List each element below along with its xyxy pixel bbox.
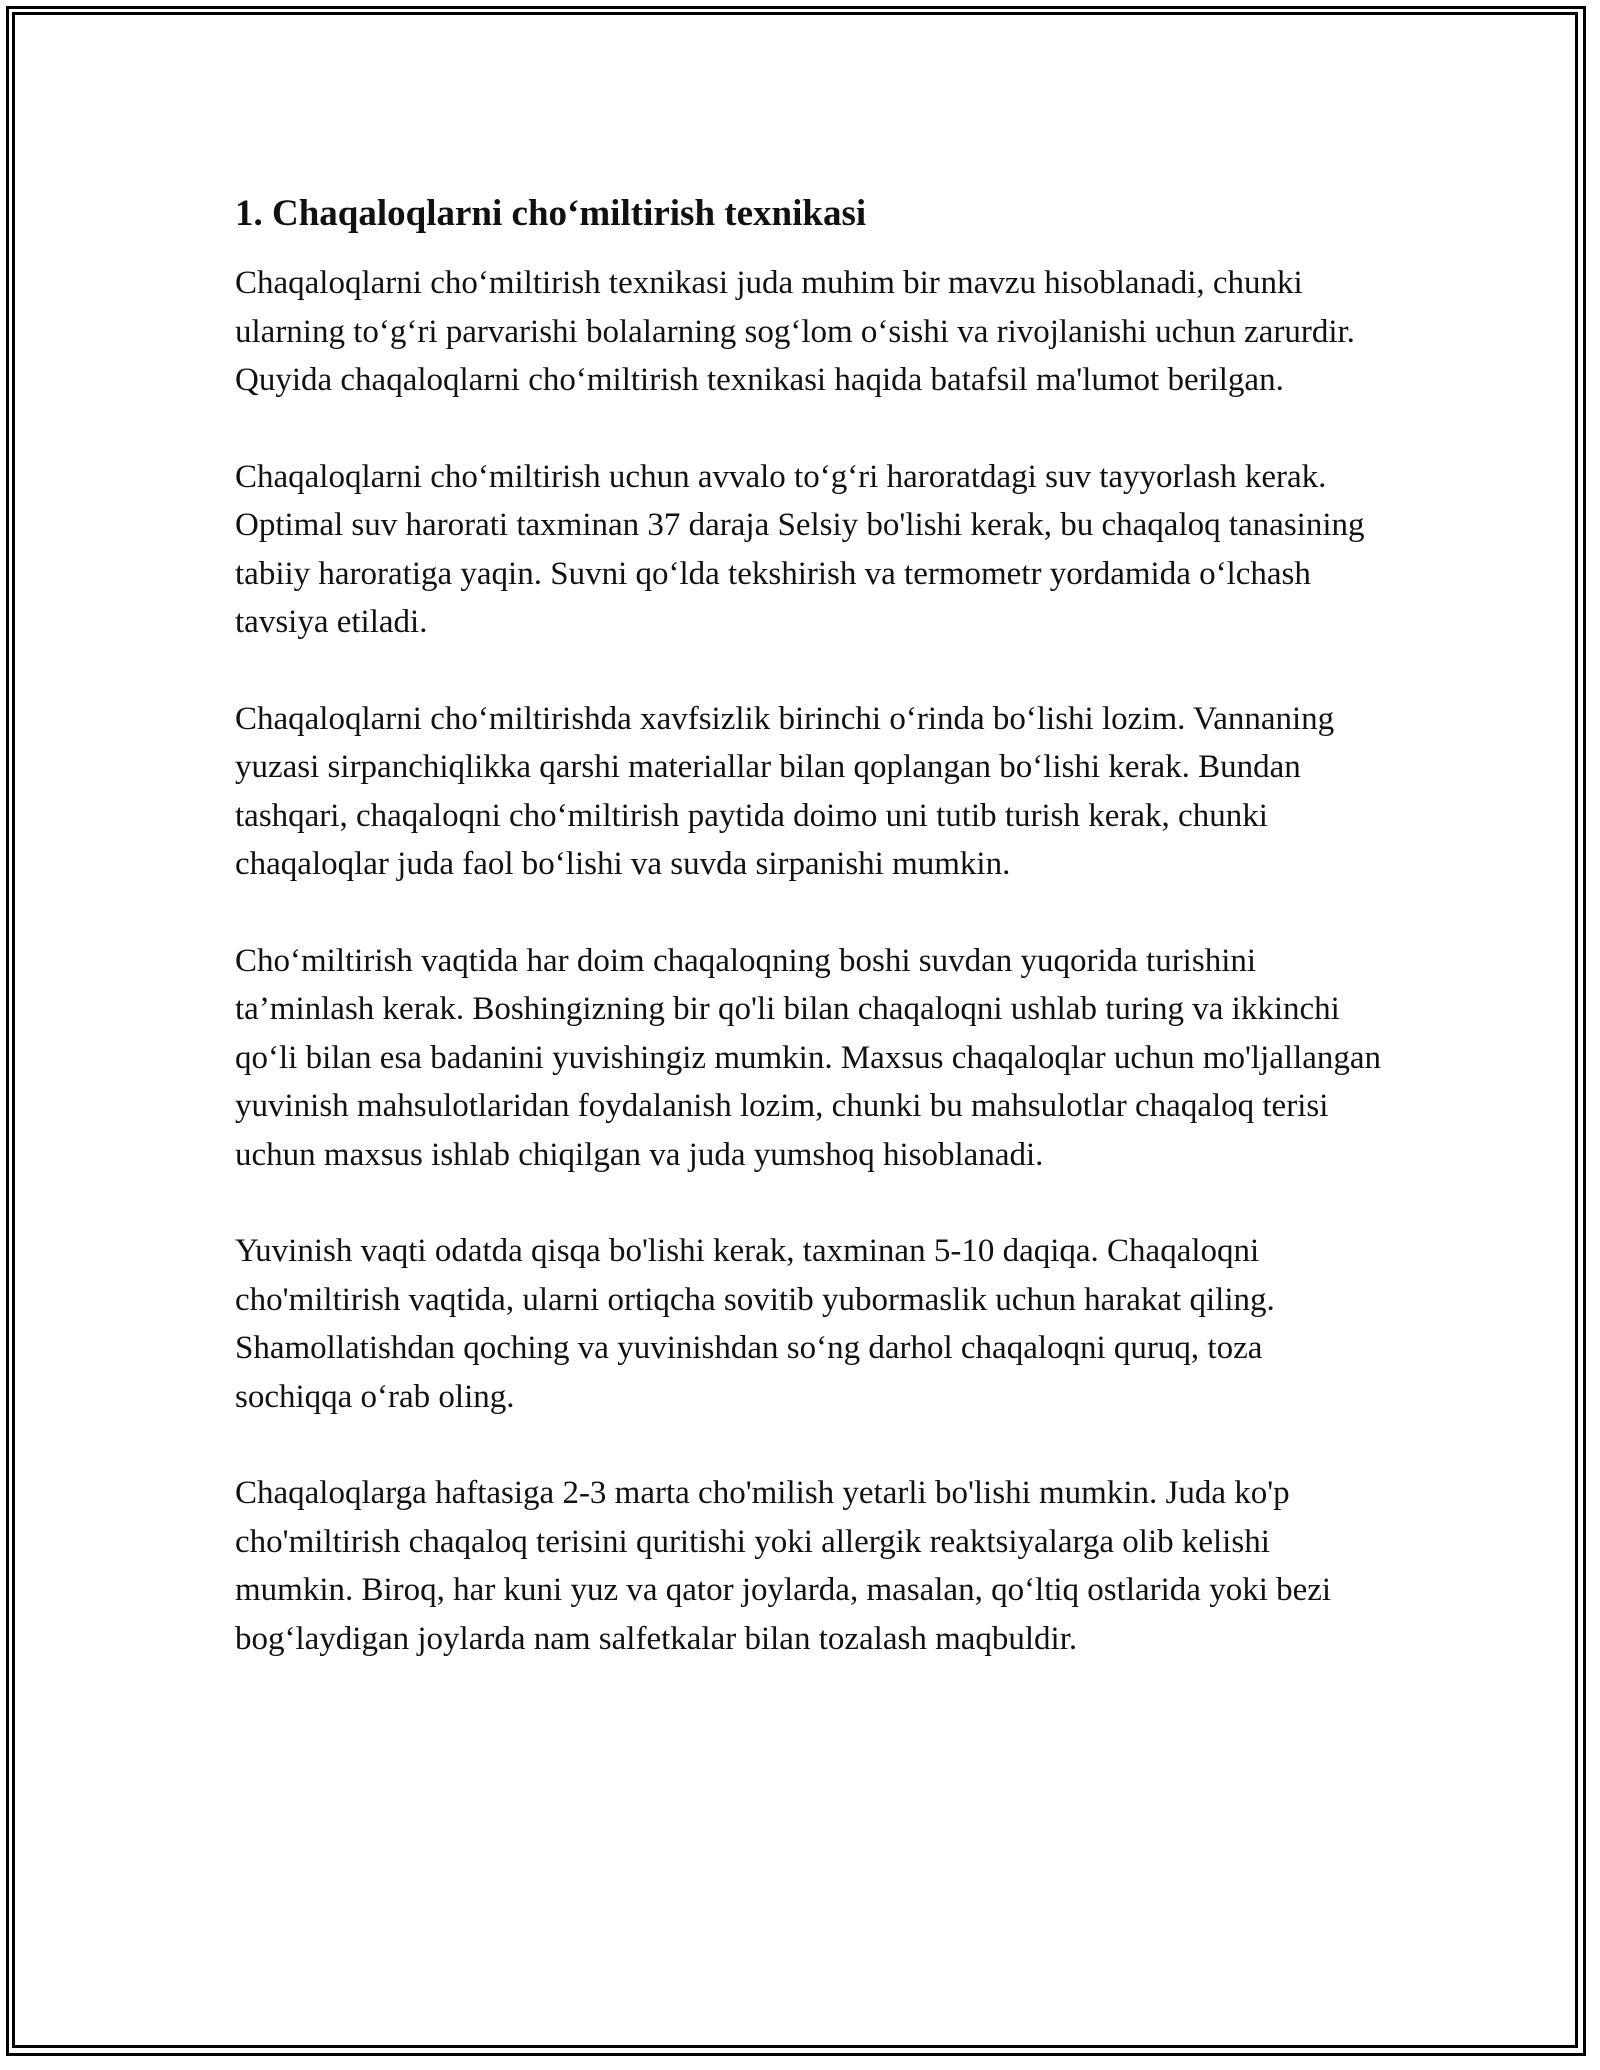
paragraph-6: Chaqaloqlarga haftasiga 2-3 marta cho'milish yetarli bo'lishi mumkin. Juda ko'p cho'miltirish chaqaloq terisini quritishi yoki allergik reaktsiyalarga olib kelishi mumkin. Biroq, har kuni yuz va qator joylarda, masalan, qo‘ltiq ostlarida yoki bezi bog‘laydigan joylarda nam salfetkalar bilan tozalash maqbuldir.: [235, 1475, 1332, 1657]
paragraph-5: Yuvinish vaqti odatda qisqa bo'lishi kerak, taxminan 5-10 daqiqa. Chaqaloqni cho'miltirish vaqtida, ularni ortiqcha sovitib yubormaslik uchun harakat qiling. Shamollatishdan qoching va yuvinishdan so‘ng darhol chaqaloqni quruq, toza sochiqqa o‘rab oling.: [235, 1233, 1275, 1415]
paragraph-2: Chaqaloqlarni cho‘miltirish uchun avvalo to‘g‘ri haroratdagi suv tayyorlash kerak. Optimal suv harorati taxminan 37 daraja Selsiy bo'lishi kerak, bu chaqaloq tanasining tabiiy haroratiga yaqin. Suvni qo‘lda tekshirish va termometr yordamida o‘lchash tavsiya etiladi.: [235, 458, 1365, 640]
document-body: [235, 180, 1385, 1711]
paragraph-1: Chaqaloqlarni cho‘miltirish texnikasi juda muhim bir mavzu hisoblanadi, chunki ularning to‘g‘ri parvarishi bolalarning sog‘lom o‘sishi va rivojlanishi uchun zarurdir. Quyida chaqaloqlarni cho‘miltirish texnikasi haqida batafsil ma'lumot berilgan.: [235, 265, 1355, 398]
paragraph-4: Cho‘miltirish vaqtida har doim chaqaloqning boshi suvdan yuqorida turishini ta’minlash kerak. Boshingizning bir qo'li bilan chaqaloqni ushlab turing va ikkinchi qo‘li bilan esa badanini yuvishingiz mumkin. Maxsus chaqaloqlar uchun mo'ljallangan yuvinish mahsulotlaridan foydalanish lozim, chunki bu mahsulotlar chaqaloq terisi uchun maxsus ishlab chiqilgan va juda yumshoq hisoblanadi.: [235, 942, 1382, 1173]
paragraph-3: Chaqaloqlarni cho‘miltirishda xavfsizlik birinchi o‘rinda bo‘lishi lozim. Vannaning yuzasi sirpanchiqlikka qarshi materiallar bilan qoplangan bo‘lishi kerak. Bundan tashqari, chaqaloqni cho‘miltirish paytida doimo uni tutib turish kerak, chunki chaqaloqlar juda faol bo‘lishi va suvda sirpanishi mumkin.: [235, 700, 1335, 882]
section-title: 1. Chaqaloqlarni cho‘miltirish texnikasi: [235, 193, 867, 234]
